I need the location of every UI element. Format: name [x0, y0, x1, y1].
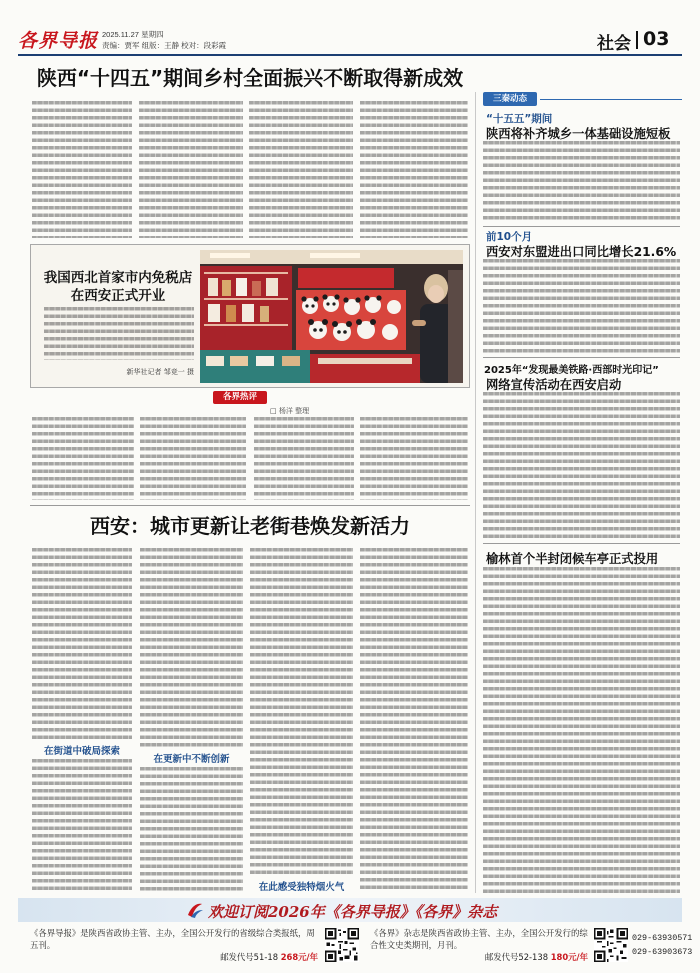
- commentary-column-2: [140, 417, 246, 500]
- sidebar-item-4-body: [483, 567, 680, 893]
- bottom-column-3a: [250, 548, 353, 876]
- sidebar-item-4-title: 榆林首个半封闭候车亭正式投用: [486, 552, 659, 566]
- masthead-rule: [18, 54, 682, 56]
- sidebar-label: 三秦动态: [483, 92, 537, 106]
- duty-free-store-photo: [200, 250, 463, 383]
- lead-body-column-4: [360, 101, 468, 238]
- bottom-subhead-1: 在街道中破局探索: [43, 746, 120, 757]
- subscription-banner-text: 欢迎订阅2026年《各界导报》《各界》杂志: [208, 903, 498, 921]
- bottom-subhead-2: 在更新中不断创新: [153, 754, 230, 765]
- newspaper-price: 268元/年: [280, 952, 318, 962]
- lead-body-column-1: [32, 101, 132, 238]
- sidebar-item-1-title: 陕西将补齐城乡一体基础设施短板: [486, 127, 671, 141]
- commentary-label: 各界热评: [213, 391, 267, 404]
- subscription-phone-1: 029-63930571: [632, 933, 693, 943]
- sidebar-item-3-kicker: 2025年“发现最美铁路·西部时光印记”: [484, 365, 659, 376]
- newspaper-postal-code: 邮发代号51-18: [220, 952, 279, 962]
- sidebar-separator-1: [483, 226, 680, 227]
- subscribe-swoosh-icon: [186, 901, 204, 919]
- issue-date: 2025.11.27 星期四: [102, 30, 164, 39]
- sidebar-item-1-kicker: “十五五”期间: [486, 113, 553, 125]
- commentary-column-1: [32, 417, 134, 500]
- bottom-column-4: [360, 548, 468, 893]
- sidebar-label-rule: [540, 99, 682, 100]
- bottom-column-2b: [140, 767, 243, 893]
- bottom-column-1b: [32, 759, 132, 893]
- page-number: 03: [643, 28, 670, 50]
- duty-free-title-line1: 我国西北首家市内免税店: [43, 270, 193, 286]
- commentary-column-4: [360, 417, 468, 500]
- magazine-subscription-text: 《各界》杂志是陕西省政协主管、主办，全国公开发行的综合性文史类期刊，月刊。: [370, 928, 588, 950]
- duty-free-caption: [44, 307, 194, 360]
- qr-code-icon: [325, 928, 359, 962]
- sidebar-item-2-body: [483, 259, 680, 354]
- lead-body-column-3: [249, 101, 353, 238]
- sidebar-item-2-kicker: 前10个月: [486, 231, 533, 243]
- sidebar-divider: [475, 92, 476, 893]
- commentary-column-3: [254, 417, 354, 500]
- bottom-subhead-3: 在此感受独特烟火气: [258, 882, 345, 893]
- newspaper-subscription-text: 《各界导报》是陕西省政协主管、主办，全国公开发行的省级综合类报纸，周五刊。: [30, 928, 315, 950]
- editor-credits: 责编：贾军 组版：王静 校对：段彩霞: [102, 41, 227, 50]
- magazine-price: 180元/年: [550, 952, 588, 962]
- section-divider: [30, 505, 470, 506]
- lead-headline: 陕西“十四五”期间乡村全面振兴不断取得新成效: [36, 66, 464, 90]
- sidebar-separator-3: [483, 543, 680, 544]
- sidebar-item-1-body: [483, 141, 680, 223]
- bottom-column-2a: [140, 548, 243, 748]
- bottom-headline: 西安：城市更新让老街巷焕发新活力: [90, 514, 410, 538]
- sidebar-item-3-title: 网络宣传活动在西安启动: [486, 378, 622, 392]
- magazine-subscription-info: [370, 927, 588, 963]
- sidebar-separator-2: [483, 357, 680, 358]
- sidebar-item-3-body: [483, 392, 680, 539]
- magazine-postal-code: 邮发代号52-138: [484, 952, 549, 962]
- newspaper-subscription-price-line: [30, 951, 318, 963]
- subscription-phone-2: 029-63903673: [632, 947, 693, 957]
- photo-credit: 新华社记者 邹竞一 摄: [126, 368, 194, 376]
- masthead-divider: [636, 31, 638, 49]
- magazine-subscription-price-line: [370, 951, 588, 963]
- duty-free-title-line2: 在西安正式开业: [70, 288, 166, 304]
- newspaper-logo: 各界导报: [18, 30, 99, 52]
- lead-body-column-2: [139, 101, 243, 238]
- commentary-editor: □ 杨洋 整理: [270, 407, 310, 415]
- qr-code-icon: [594, 928, 628, 962]
- sidebar-item-2-title: 西安对东盟进出口同比增长21.6%: [486, 245, 677, 259]
- section-name: 社会: [597, 34, 631, 54]
- newspaper-subscription-info: [30, 927, 318, 963]
- bottom-column-1a: [32, 548, 132, 740]
